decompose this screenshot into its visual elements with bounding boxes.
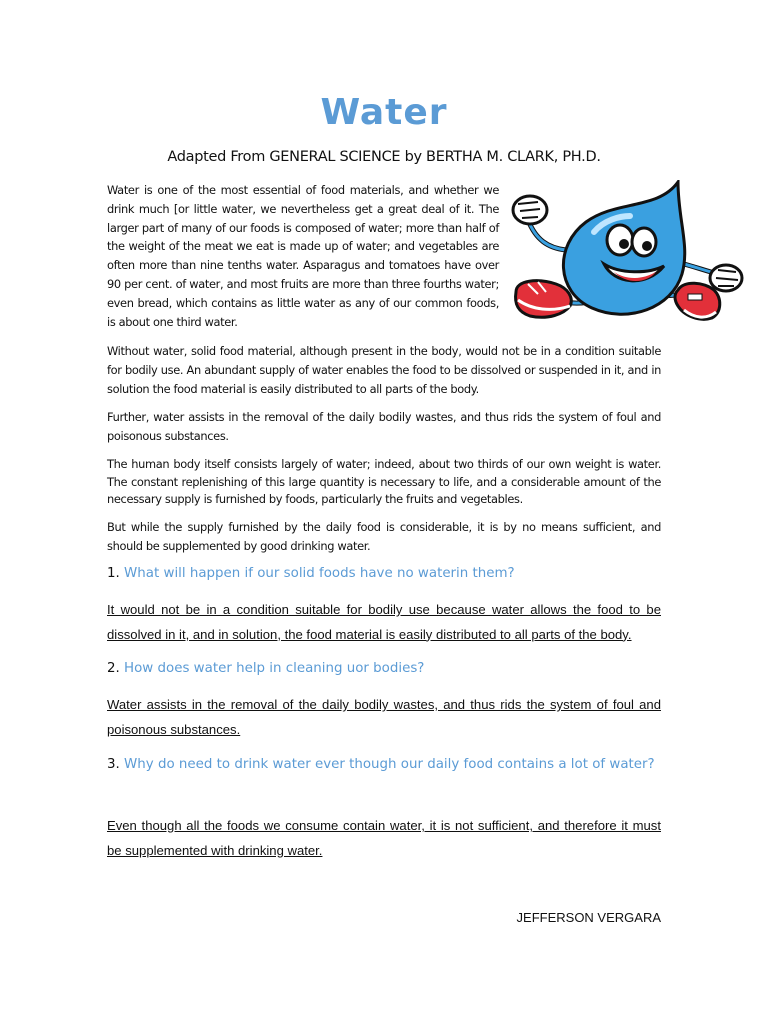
paragraph-3: Further, water assists in the removal of the daily bodily wastes, and thus rids the system of foul and poisonous substances. <box>107 410 661 443</box>
question-text: Why do need to drink water ever though our daily food contains a lot of water? <box>124 757 655 772</box>
question-number: 2. <box>107 661 120 676</box>
author-name: JEFFERSON VERGARA <box>516 910 661 925</box>
water-drop-character-icon <box>508 180 748 330</box>
paragraph-5: But while the supply furnished by the daily food is considerable, it is by no means sufficient, and should be supplemented by good drinking water. <box>107 520 661 553</box>
question-text: How does water help in cleaning uor bodies? <box>124 661 425 676</box>
question-2 <box>107 657 661 681</box>
question-3 <box>107 753 661 777</box>
question-1 <box>107 562 661 586</box>
paragraph-2: Without water, solid food material, although present in the body, would not be in a condition suitable for bodily use. An abundant supply of water enables the food to be dissolved or suspended in it, and in solution the food material is easily distributed to all parts of the body. <box>107 344 661 396</box>
answer-2: Water assists in the removal of the daily bodily wastes, and thus rids the system of foul and poisonous substances. <box>107 697 661 737</box>
question-number: 3. <box>107 757 120 772</box>
answer-3: Even though all the foods we consume contain water, it is not sufficient, and therefore it must be supplemented with drinking water. <box>107 818 661 858</box>
page-subtitle: Adapted From GENERAL SCIENCE by BERTHA M. CLARK, PH.D. <box>167 149 601 165</box>
answer-1: It would not be in a condition suitable for bodily use because water allows the food to be dissolved in it, and in solution, the food material is easily distributed to all parts of the body. <box>107 602 661 642</box>
question-number: 1. <box>107 566 120 581</box>
page-title: Water <box>320 92 448 133</box>
paragraph-1: Water is one of the most essential of food materials, and whether we drink much [or little water, we nevertheless get a great deal of it. The larger part of many of our foods is composed of water; more than half of the weight of the meat we eat is made up of water; and vegetables are often more than nine tenths water. Asparagus and tomatoes have over 90 per cent. of water, and most fruits are more than three fourths water; even bread, which contains as little water as any of our common foods, is about one third water. <box>107 183 499 329</box>
paragraph-4: The human body itself consists largely of water; indeed, about two thirds of our own weight is water. The constant replenishing of this large quantity is necessary to life, and a considerable amount of the necessary supply is furnished by foods, particularly the fruits and vegetables. <box>107 457 661 507</box>
question-text: What will happen if our solid foods have no waterin them? <box>124 566 515 581</box>
